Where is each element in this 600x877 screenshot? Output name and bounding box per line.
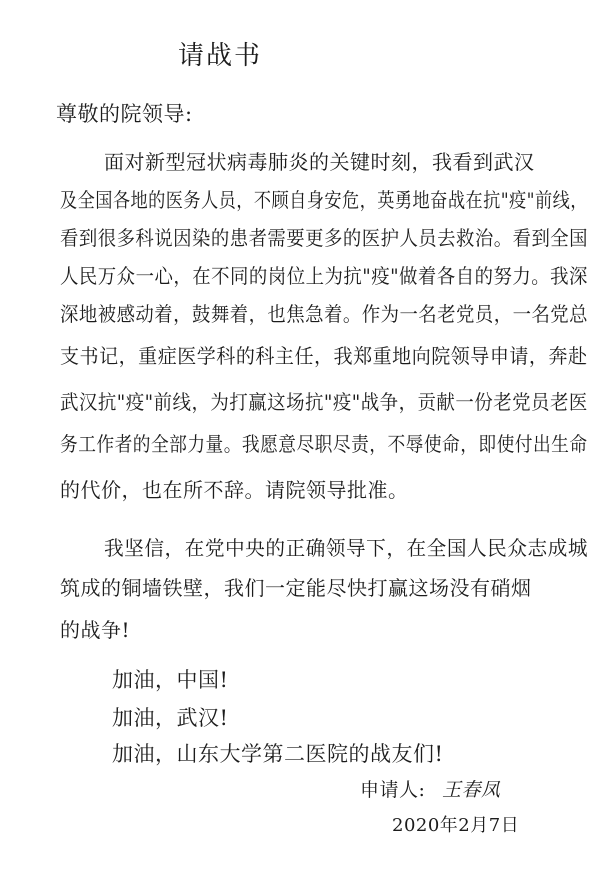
cheer-colleagues: 加油，山东大学第二医院的战友们! xyxy=(112,742,444,766)
paragraph1-line-6: 支书记，重症医学科的科主任，我郑重地向院领导申请，奔赴 xyxy=(60,344,588,368)
applicant-label: 申请人: xyxy=(360,779,426,801)
signature-block xyxy=(360,776,500,804)
cheer-china: 加油，中国! xyxy=(112,668,229,692)
paragraph1-line-9: 的代价，也在所不辞。请院领导批准。 xyxy=(60,478,409,502)
paragraph2-line-2: 筑成的铜墙铁壁，我们一定能尽快打赢这场没有硝烟 xyxy=(60,576,532,600)
paragraph2-line-3: 的战争! xyxy=(60,618,131,642)
paragraph1-line-3: 看到很多科说因染的患者需要更多的医护人员去救治。看到全国 xyxy=(60,226,589,250)
salutation: 尊敬的院领导: xyxy=(56,102,193,126)
paragraph1-line-2: 及全国各地的医务人员，不顾自身安危，英勇地奋战在抗"疫"前线， xyxy=(60,188,588,212)
cheer-wuhan: 加油，武汉! xyxy=(112,706,229,730)
paragraph1-line-4: 人民万众一心，在不同的岗位上为抗"疫"做着各自的努力。我深 xyxy=(60,264,588,288)
paragraph2-line-1: 我坚信，在党中央的正确领导下，在全国人民众志成城 xyxy=(104,536,588,560)
paragraph1-line-8: 务工作者的全部力量。我愿意尽职尽责，不辱使命，即使付出生命 xyxy=(60,432,588,456)
paragraph1-line-1: 面对新型冠状病毒肺炎的关键时刻，我看到武汉 xyxy=(104,150,535,174)
paragraph1-line-5: 深地被感动着，鼓舞着，也焦急着。作为一名老党员，一名党总 xyxy=(60,302,589,326)
applicant-signature: 王春凤 xyxy=(441,779,501,801)
letter-date: 2020年2月7日 xyxy=(392,815,520,836)
letter-title: 请战书 xyxy=(178,41,263,71)
paragraph1-line-7: 武汉抗"疫"前线，为打赢这场抗"疫"战争，贡献一份老党员老医 xyxy=(60,390,588,414)
